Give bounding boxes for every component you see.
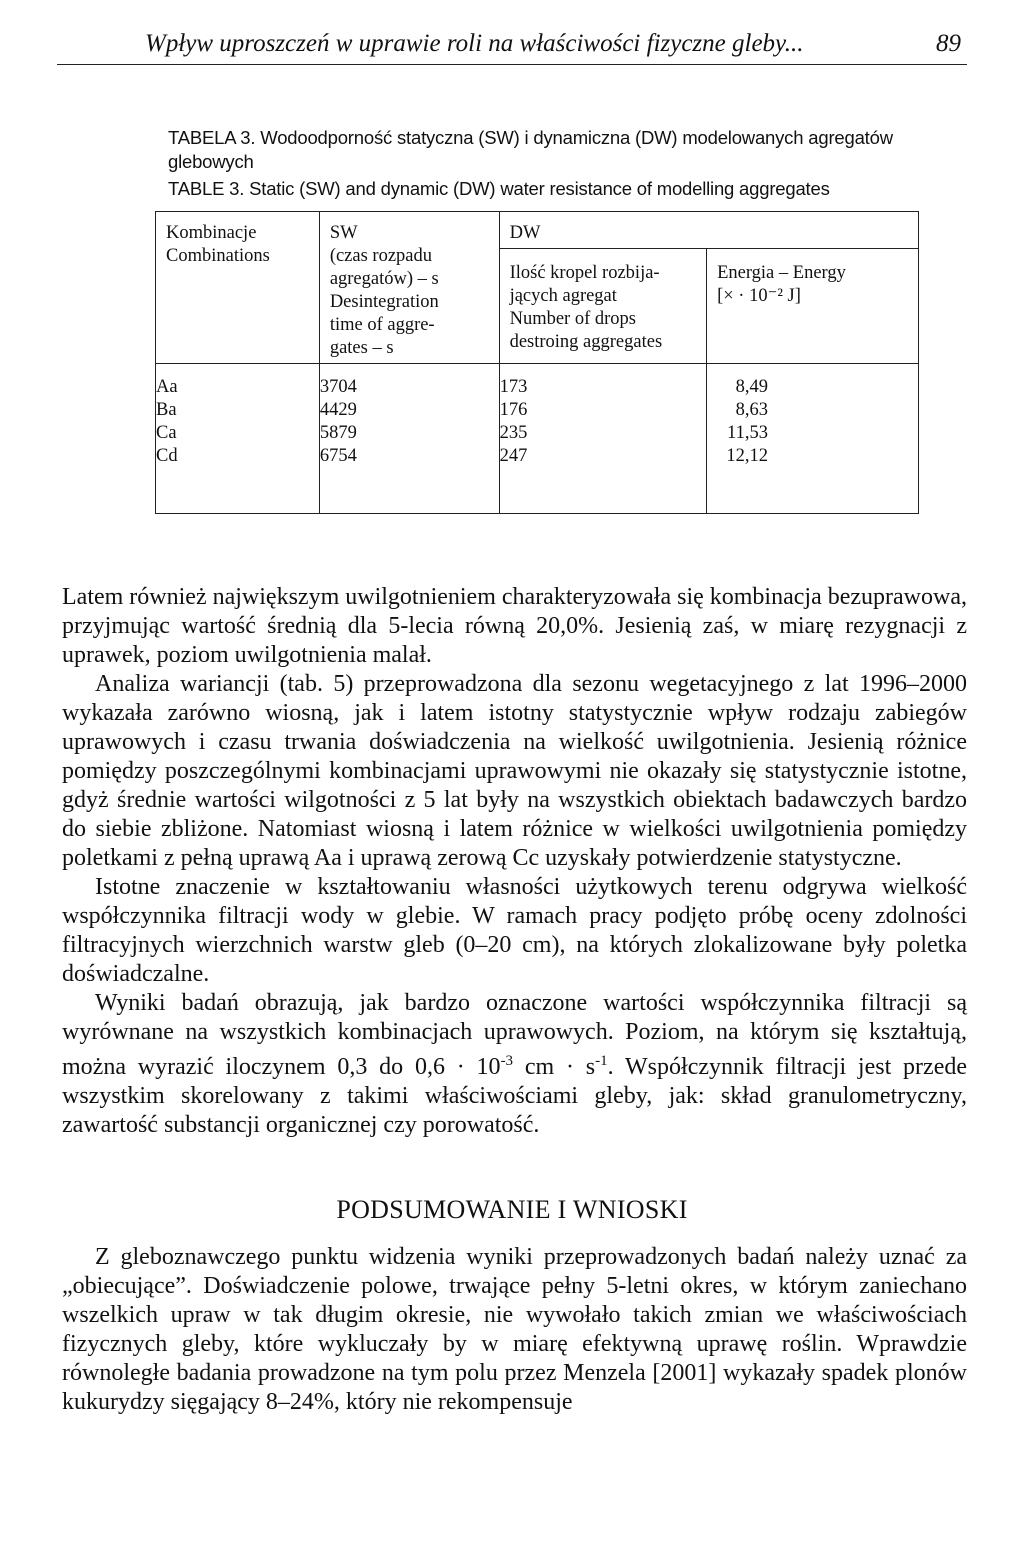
table-cell: 12,12 [726,446,768,466]
header-combinations-en: Combinations [166,246,270,266]
running-title: Wpływ uproszczeń w uprawie roli na właściwości fizyczne gleby... [145,30,804,57]
table-cell: 8,49 [735,377,768,397]
header-combinations [156,212,320,364]
table-caption-pl: TABELA 3. Wodoodporność statyczna (SW) i dynamiczna (DW) modelowanych agregatów glebowych [168,127,893,172]
table-cell: 5879 [319,423,357,443]
header-sw-line: gates – s [329,338,394,358]
header-drops-line: jących agregat [509,286,617,306]
table-cell: Aa [156,377,178,397]
header-combinations-pl: Kombinacje [166,223,257,243]
header-energy [707,249,919,364]
header-energy-line: Energia – Energy [717,263,846,283]
table-cell: Cd [156,446,178,466]
paragraph-text: Wyniki badań obrazują, jak bardzo oznaczone wartości współczynnika filtracji są wyrównane na wszystkich kombinacjach uprawowych. Poziom, na którym się kształtują, można wyrazić iloczynem 0,3 do 0,6 · 10 [62,990,967,1080]
table-cell: 11,53 [727,423,768,443]
header-sw-line: (czas rozpadu [329,246,433,266]
table-cell: Ba [156,400,177,420]
paragraph-text: . Współczynnik filtracji jest przede wszystkim skorelowany z takimi właściwościami gleby, jak: skład granulometryczny, zawartość substancji organicznej czy porowatość. [62,1054,968,1138]
table-cell: 8,63 [735,400,768,420]
header-energy-unit: [× · 10⁻² J] [717,286,801,306]
header-drops-line: Number of drops [509,309,636,329]
exponent: -1 [595,1053,608,1069]
column-combination [156,364,320,514]
header-drops-line: Ilość kropel rozbija- [509,263,660,283]
paragraph: Analiza wariancji (tab. 5) przeprowadzona dla sezonu wegetacyjnego z lat 1996–2000 wykazała zarówno wiosną, jak i latem istotny statystycznie wpływ rodzaju zabiegów uprawowych i czasu trwania doświadczenia na wielkość uwilgotnienia. Jesienią różnice pomiędzy poszczególnymi kombinacjami uprawowymi nie okazały się statystycznie istotne, gdyż średnie wartości wilgotności z 5 lat były na wszystkich obiektach badawczych bardzo do siebie zbliżone. Natomiast wiosną i latem różnice w wielkości uwilgotnienia pomiędzy poletkami z pełną uprawą Aa i uprawą zerową Cc uzyskały potwierdzenie statystyczne. [62,671,967,871]
paragraph: Z gleboznawczego punktu widzenia wyniki przeprowadzonych badań należy uznać za „obiecujące”. Doświadczenie polowe, trwające pełny 5-letni okres, w którym zaniechano wszelkich upraw w tak długim okresie, nie wywołało takich zmian we właściwościach fizycznych gleby, które wykluczały by w miarę efektywną uprawę roślin. Wprawdzie równoległe badania prowadzone na tym polu przez Menzela [2001] wykazały spadek plonów kukurydzy sięgający 8–24%, który nie rekompensuje [62,1244,967,1415]
table-cell: 4429 [319,400,357,420]
table-cell: 6754 [319,446,357,466]
header-sw-line: SW [329,223,358,243]
header-sw-line: agregatów) – s [329,269,439,289]
body-section-summary [62,1243,967,1417]
header-sw [319,212,499,364]
column-sw [319,364,499,514]
header-sw-line: Desintegration [329,292,439,312]
header-drops [499,249,707,364]
paragraph [62,989,967,1140]
paragraph-text: cm · s [513,1054,596,1080]
table-caption-en: TABLE 3. Static (SW) and dynamic (DW) water resistance of modelling aggregates [168,178,830,199]
exponent: -3 [500,1053,514,1069]
running-header [57,22,967,65]
table-body [156,364,919,514]
body-section-results [62,583,967,1140]
table-cell: 176 [499,400,528,420]
header-drops-line: destroing aggregates [509,332,663,352]
data-table [155,211,919,514]
table-cell: 173 [499,377,528,397]
header-dw [499,212,918,249]
paragraph: Latem również największym uwilgotnieniem charakteryzowała się kombinacja bezuprawowa, przyjmując wartość średnią dla 5-lecia równą 20,0%. Jesienią zaś, w miarę rezygnacji z uprawek, poziom uwilgotnienia malał. [62,584,967,668]
column-drops [499,364,707,514]
column-energy [707,364,919,514]
table-cell: 235 [499,423,528,443]
table-cell: Ca [156,423,177,443]
table-cell: 3704 [319,377,357,397]
page-number: 89 [936,30,961,57]
section-heading: PODSUMOWANIE I WNIOSKI [336,1195,688,1224]
header-sw-line: time of aggre- [329,315,435,335]
header-dw-label: DW [509,223,541,243]
table-cell: 247 [499,446,528,466]
paragraph: Istotne znaczenie w kształtowaniu własności użytkowych terenu odgrywa wielkość współczynnika filtracji wody w glebie. W ramach pracy podjęto próbę oceny zdolności filtracyjnych wierzchnich warstw gleb (0–20 cm), na których zlokalizowane były poletka doświadczalne. [62,874,967,987]
